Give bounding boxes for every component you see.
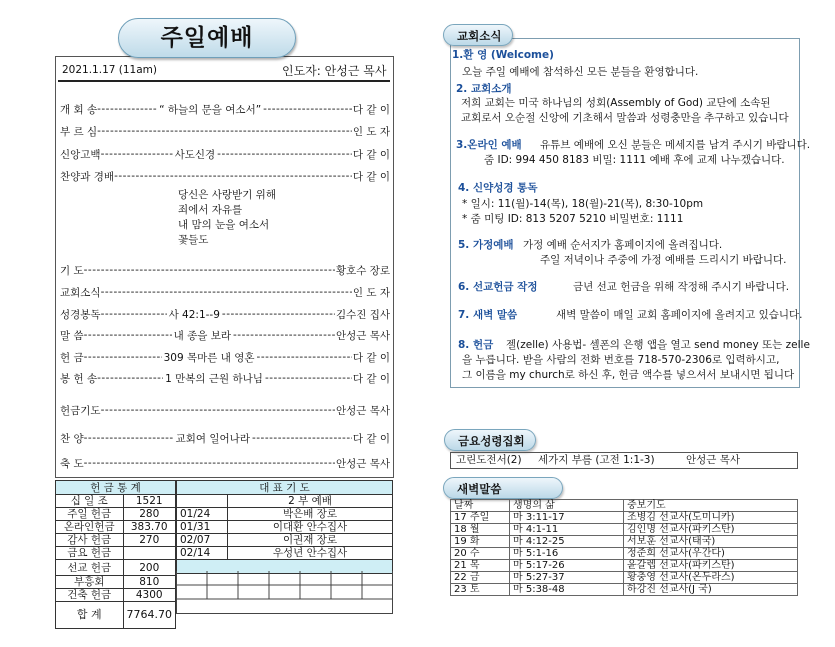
prayer-table <box>176 480 393 574</box>
table-row: 금요 헌금 <box>56 547 176 560</box>
table-row: 부흥회 810 <box>56 576 176 589</box>
table-row: 02/14 우성년 안수집사 <box>177 547 393 560</box>
news-text: 가정 예배 순서지가 홈페이지에 올려집니다. <box>523 239 723 251</box>
service-date: 2021.1.17 (11am) <box>62 64 157 76</box>
service-title: 주일예배 <box>118 18 296 58</box>
news-text: * 일시: 11(월)-14(목), 18(월)-21(목), 8:30-10pm <box>462 198 704 210</box>
offering-header: 헌 금 통 계 <box>56 481 176 495</box>
news-title-offering: 8. 헌금 <box>458 339 494 351</box>
offering-total-row: 합 계 7764.70 <box>56 602 176 629</box>
table-row: 온라인헌금 383.70 <box>56 521 176 534</box>
order-row-benediction: 축 도 ----- 안성근 목사 <box>60 455 390 471</box>
order-row-praise: 찬양과 경배 ----- 다 같 이 <box>60 168 390 184</box>
news-text: 금년 선교 헌금을 위해 작정해 주시기 바랍니다. <box>573 281 790 293</box>
friday-meeting-line: 고린도전서(2) 세가지 부름 (고전 1:1-3) 안성근 목사 <box>450 452 798 469</box>
news-text: 그 이름을 my church로 하신 후, 헌금 액수를 넣으셔서 보내시면 됩니다 <box>462 369 795 381</box>
table-row: 십 일 조 1521 <box>56 495 176 508</box>
order-row-scripture: 성경봉독 ----- 사 42:1--9 ----- 김수진 집사 <box>60 306 390 322</box>
dawn-word-table <box>450 499 798 596</box>
table-row: 02/07 이권재 장로 <box>177 534 393 547</box>
table-row: 주일 헌금 280 <box>56 508 176 521</box>
news-text: 을 누릅니다. 받을 사람의 전화 번호를 718-570-2306로 입력하시고, <box>462 354 780 366</box>
order-row-call: 부 르 심 ----- 인 도 자 <box>60 123 390 139</box>
news-text: 새벽 말씀이 매일 교회 홈페이지에 올려지고 있습니다. <box>556 309 803 321</box>
news-title-intro: 2. 교회소개 <box>456 83 512 95</box>
news-text: 주일 저녁이나 주중에 가정 예배를 드리시기 바랍니다. <box>540 254 787 266</box>
news-title-mission: 6. 선교헌금 작정 <box>458 281 538 293</box>
table-row: 2 부 예배 <box>177 495 393 508</box>
order-row-praise-song: 찬 양 ----- 교회여 일어나라 ----- 다 같 이 <box>60 430 390 446</box>
table-row: 23 토 마 5:38-48 하강진 선교사(J 국) <box>451 584 798 596</box>
order-row-opening-hymn: 개 회 송 ----- “ 하늘의 문을 여소서” ----- 다 같 이 <box>60 101 390 117</box>
header-divider <box>58 80 390 82</box>
offering-table <box>55 480 176 629</box>
news-title-family-worship: 5. 가정예배 <box>458 239 514 251</box>
order-row-offering: 헌 금 ----- 309 목마른 내 영혼 ----- 다 같 이 <box>60 349 390 365</box>
table-header-row: 날짜 생명의 삶 중보기도 <box>451 500 798 512</box>
prayer-header: 대 표 기 도 <box>177 481 393 495</box>
order-row-offertory: 봉 헌 송 ----- 1 만복의 근원 하나님 ----- 다 같 이 <box>60 370 390 386</box>
order-row-offering-prayer: 헌금기도 ----- 안성근 목사 <box>60 402 390 418</box>
prayer-grid <box>176 571 393 614</box>
table-row: 20 수 마 5:1-16 정준희 선교사(우간다) <box>451 548 798 560</box>
order-row-sermon: 말 씀 ----- 내 종을 보라 ----- 안성근 목사 <box>60 327 390 343</box>
service-leader: 인도자: 안성근 목사 <box>282 64 387 78</box>
praise-song-list: 당신은 사랑받기 위해 죄에서 자유를 내 맘의 눈을 여소서 꽃들도 <box>178 189 276 246</box>
table-row: 17 주일 마 3:11-17 조병김 선교사(도미니카) <box>451 512 798 524</box>
news-text: 교회로서 오순절 신앙에 기초해서 말씀과 성령충만을 추구하고 있습니다 <box>461 112 789 124</box>
news-text: 젤(zelle) 사용법- 셀폰의 은행 앱을 열고 send money 또는 zelle <box>506 339 810 351</box>
table-row: 01/31 이대환 안수집사 <box>177 521 393 534</box>
news-title-welcome: 1.환 영 (Welcome) <box>452 49 554 61</box>
dawn-heading: 새벽말씀 <box>443 477 563 499</box>
friday-heading: 금요성령집회 <box>444 429 536 451</box>
order-row-news: 교회소식 ----- 인 도 자 <box>60 284 390 300</box>
news-title-dawn: 7. 새벽 말씀 <box>458 309 518 321</box>
news-text: 줌 ID: 994 450 8183 비밀: 1111 예배 후에 교제 나누겠습니다. <box>484 154 785 166</box>
news-title-bible-reading: 4. 신약성경 통독 <box>458 182 538 194</box>
table-row: 건축 헌금 4300 <box>56 589 176 602</box>
news-text: 유튜브 예배에 오신 분들은 메세지를 남겨 주시기 바랍니다. <box>540 139 811 151</box>
news-heading: 교회소식 <box>443 24 513 46</box>
news-text: * 줌 미팅 ID: 813 5207 5210 비밀번호: 1111 <box>462 213 684 225</box>
order-row-creed: 신앙고백 ----- 사도신경 ----- 다 같 이 <box>60 146 390 162</box>
news-title-online: 3.온라인 예배 <box>456 139 522 151</box>
news-text: 저희 교회는 미국 하나님의 성회(Assembly of God) 교단에 소속된 <box>461 97 771 109</box>
table-row: 19 화 마 4:12-25 서보훈 선교사(태국) <box>451 536 798 548</box>
table-row: 18 월 마 4:1-11 김인명 선교사(파키스탄) <box>451 524 798 536</box>
table-row: 01/24 박은배 장로 <box>177 508 393 521</box>
table-row: 21 목 마 5:17-26 윤갈렙 선교사(파키스탄) <box>451 560 798 572</box>
table-row: 선교 헌금 200 <box>56 560 176 576</box>
news-text: 오늘 주일 예배에 참석하신 모든 분들을 환영합니다. <box>462 66 699 78</box>
order-row-prayer: 기 도 ----- 황호수 장로 <box>60 262 390 278</box>
table-row: 22 금 마 5:27-37 황충영 선교사(온두라스) <box>451 572 798 584</box>
table-row: 감사 헌금 270 <box>56 534 176 547</box>
